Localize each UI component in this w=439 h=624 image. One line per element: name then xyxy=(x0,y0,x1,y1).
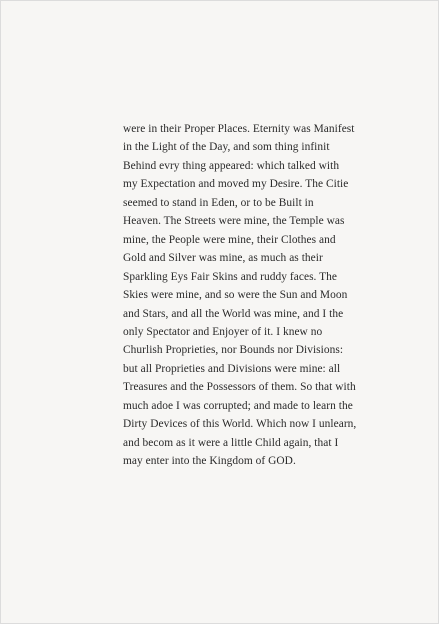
text-line: Behind evry thing appeared: which talked with xyxy=(123,159,340,172)
text-line: may enter into the Kingdom of GOD. xyxy=(123,455,296,468)
text-line: Treasures and the Possessors of them. So that with xyxy=(123,381,356,394)
text-line: Sparkling Eys Fair Skins and ruddy faces. The xyxy=(123,270,337,283)
text-line: seemed to stand in Eden, or to be Built in xyxy=(123,196,314,209)
text-line: and Stars, and all the World was mine, and I the xyxy=(123,307,344,320)
text-line: Dirty Devices of this World. Which now I unlearn, xyxy=(123,418,357,431)
body-paragraph xyxy=(123,120,433,471)
text-line: my Expectation and moved my Desire. The Citie xyxy=(123,178,349,191)
text-line: and becom as it were a little Child again, that I xyxy=(123,436,339,449)
text-line: but all Proprieties and Divisions were mine: all xyxy=(123,362,341,375)
text-line: Churlish Proprieties, nor Bounds nor Divisions: xyxy=(123,344,344,357)
text-line: Skies were mine, and so were the Sun and Moon xyxy=(123,289,348,302)
text-line: Gold and Silver was mine, as much as their xyxy=(123,252,323,265)
text-line: Heaven. The Streets were mine, the Temple was xyxy=(123,215,345,228)
text-line: only Spectator and Enjoyer of it. I knew no xyxy=(123,325,323,338)
text-line: much adoe I was corrupted; and made to learn the xyxy=(123,399,353,412)
text-line: in the Light of the Day, and som thing infinit xyxy=(123,141,330,154)
text-line: mine, the People were mine, their Clothes and xyxy=(123,233,336,246)
text-line: were in their Proper Places. Eternity was Manifest xyxy=(123,123,355,135)
